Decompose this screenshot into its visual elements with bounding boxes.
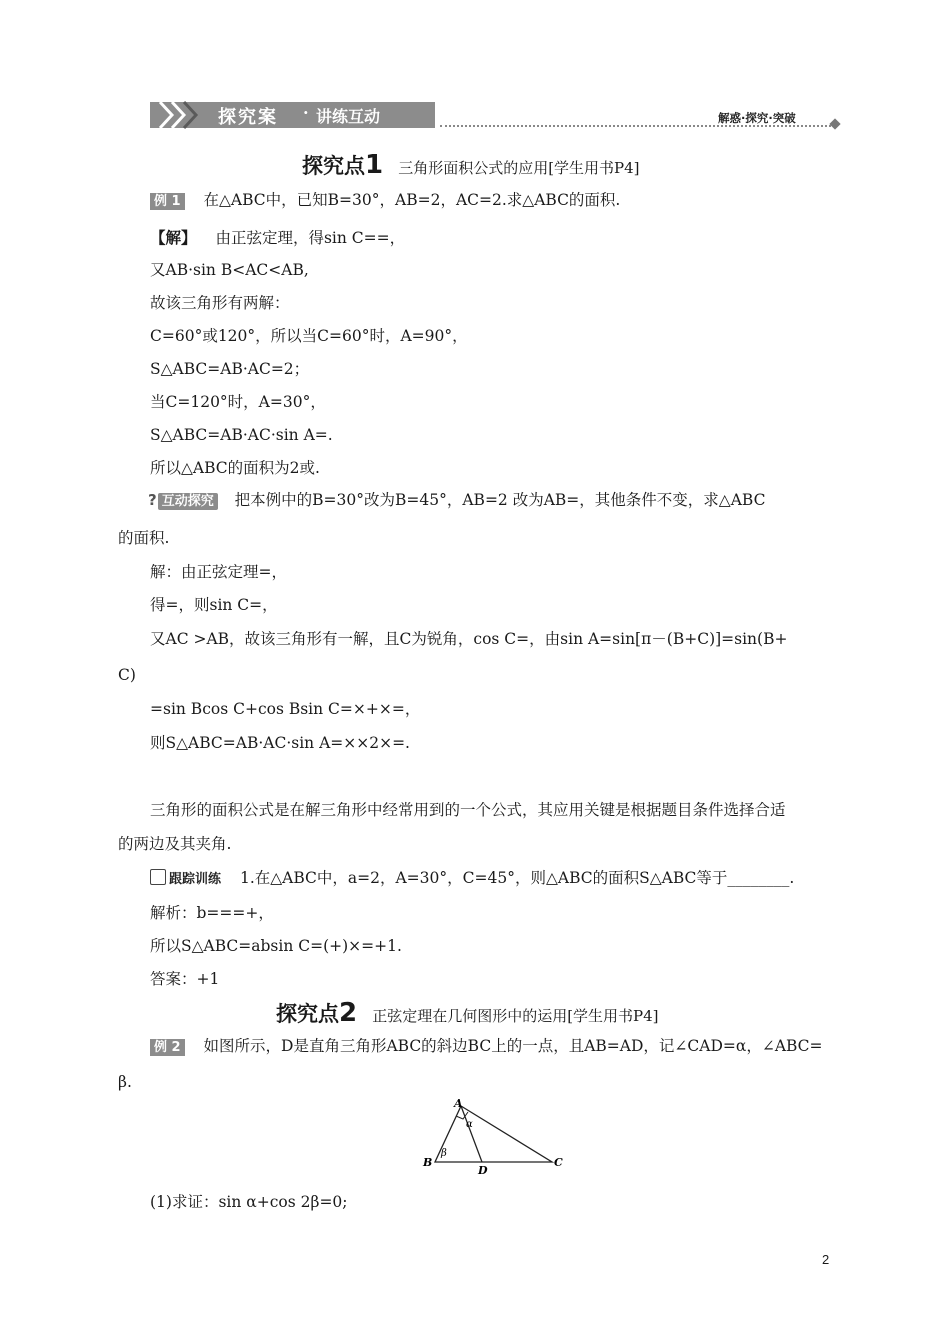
solution-line: 由正弦定理，得sin C==，	[215, 229, 406, 247]
interactive-problem	[148, 490, 765, 510]
interactive-line: 则S△ABC=AB·AC·sin A=××2×=.	[150, 734, 410, 752]
tracking-analysis: 解析：b===+，	[150, 904, 274, 922]
section1-subtitle: 三角形面积公式的应用[学生用书P4]	[398, 159, 640, 177]
label-b: B	[423, 1156, 433, 1169]
solution-label: 【解】	[150, 228, 197, 247]
triangle-abc	[435, 1106, 552, 1162]
section1-title: 探究点	[302, 154, 365, 178]
interactive-line: 得=，则sin C=，	[150, 596, 278, 614]
interactive-line: 解：由正弦定理=，	[150, 563, 287, 581]
interactive-text: 把本例中的B=30°改为B=45°，AB=2 改为AB=，其他条件不变，求△ABC	[234, 491, 766, 509]
label-beta: β	[441, 1148, 447, 1159]
banner-subtitle: 讲练互动	[316, 107, 381, 126]
segment-ad	[461, 1106, 482, 1162]
label-d: D	[478, 1164, 488, 1176]
tracking-problem	[150, 868, 794, 890]
banner-title: 探究案	[218, 107, 278, 128]
interactive-line: =sin Bcos C+cos Bsin C=×+×=，	[150, 700, 421, 718]
solution-line: S△ABC=AB·AC=2；	[150, 360, 310, 378]
header-right-tag: 解惑·探究·突破	[718, 111, 796, 125]
triangle-figure	[415, 1096, 575, 1176]
solution-line: 当C=120°时，A=30°，	[150, 393, 326, 411]
tracking-tag: 跟踪训练	[169, 872, 222, 887]
summary-text: 三角形的面积公式是在解三角形中经常用到的一个公式，其应用关键是根据题目条件选择合适	[150, 801, 786, 819]
tracking-answer: 答案：+1	[150, 970, 220, 988]
section2-number: 2	[339, 998, 358, 1028]
example2-text: 如图所示，D是直角三角形ABC的斜边BC上的一点，且AB=AD，记∠CAD=α，∠ABC=	[203, 1037, 823, 1055]
example1-solution-line	[150, 228, 405, 248]
solution-line: 故该三角形有两解：	[150, 294, 290, 312]
section2-subtitle: 正弦定理在几何图形中的运用[学生用书P4]	[372, 1007, 659, 1025]
interactive-text-cont: 的面积.	[118, 529, 170, 547]
solution-line: S△ABC=AB·AC·sin A=.	[150, 426, 333, 444]
solution-line: 所以△ABC的面积为2或.	[150, 459, 320, 477]
example1-problem	[150, 190, 620, 210]
example1-tag: 例 1	[150, 193, 185, 210]
question-icon: ?	[148, 491, 157, 509]
label-a: A	[454, 1097, 463, 1110]
check-icon	[150, 869, 166, 885]
chevron-icon	[154, 100, 204, 130]
example2-tag: 例 2	[150, 1039, 185, 1056]
example2-part1: (1)求证：sin α+cos 2β=0;	[150, 1193, 348, 1211]
example2-text-cont: β.	[118, 1073, 132, 1091]
label-alpha: α	[466, 1119, 473, 1130]
interactive-line: 又AC >AB，故该三角形有一解，且C为锐角，cos C=，由sin A=sin[π－(B+C)]=sin(B+	[150, 630, 788, 648]
solution-line: 又AB·sin B<AC<AB,	[150, 261, 309, 279]
tracking-so-line: 所以S△ABC=absin C=(+)×=+1.	[150, 937, 402, 955]
example1-text: 在△ABC中，已知B=30°，AB=2，AC=2.求△ABC的面积.	[203, 191, 621, 209]
section2-heading	[276, 998, 659, 1028]
section1-heading	[302, 150, 640, 180]
section1-number: 1	[365, 150, 384, 180]
solution-line: C=60°或120°，所以当C=60°时，A=90°，	[150, 327, 468, 345]
section2-title: 探究点	[276, 1002, 339, 1026]
banner-dot: ·	[303, 103, 309, 122]
label-c: C	[554, 1156, 563, 1169]
interactive-tag: 互动探究	[158, 493, 218, 510]
example2-problem	[150, 1036, 823, 1056]
summary-text-cont: 的两边及其夹角.	[118, 835, 232, 853]
page-number: 2	[822, 1252, 830, 1267]
section-banner	[150, 100, 440, 130]
diamond-icon	[829, 118, 840, 129]
tracking-text: 1.在△ABC中，a=2，A=30°，C=45°，则△ABC的面积S△ABC等于________.	[239, 869, 795, 887]
interactive-line: C)	[118, 666, 136, 684]
